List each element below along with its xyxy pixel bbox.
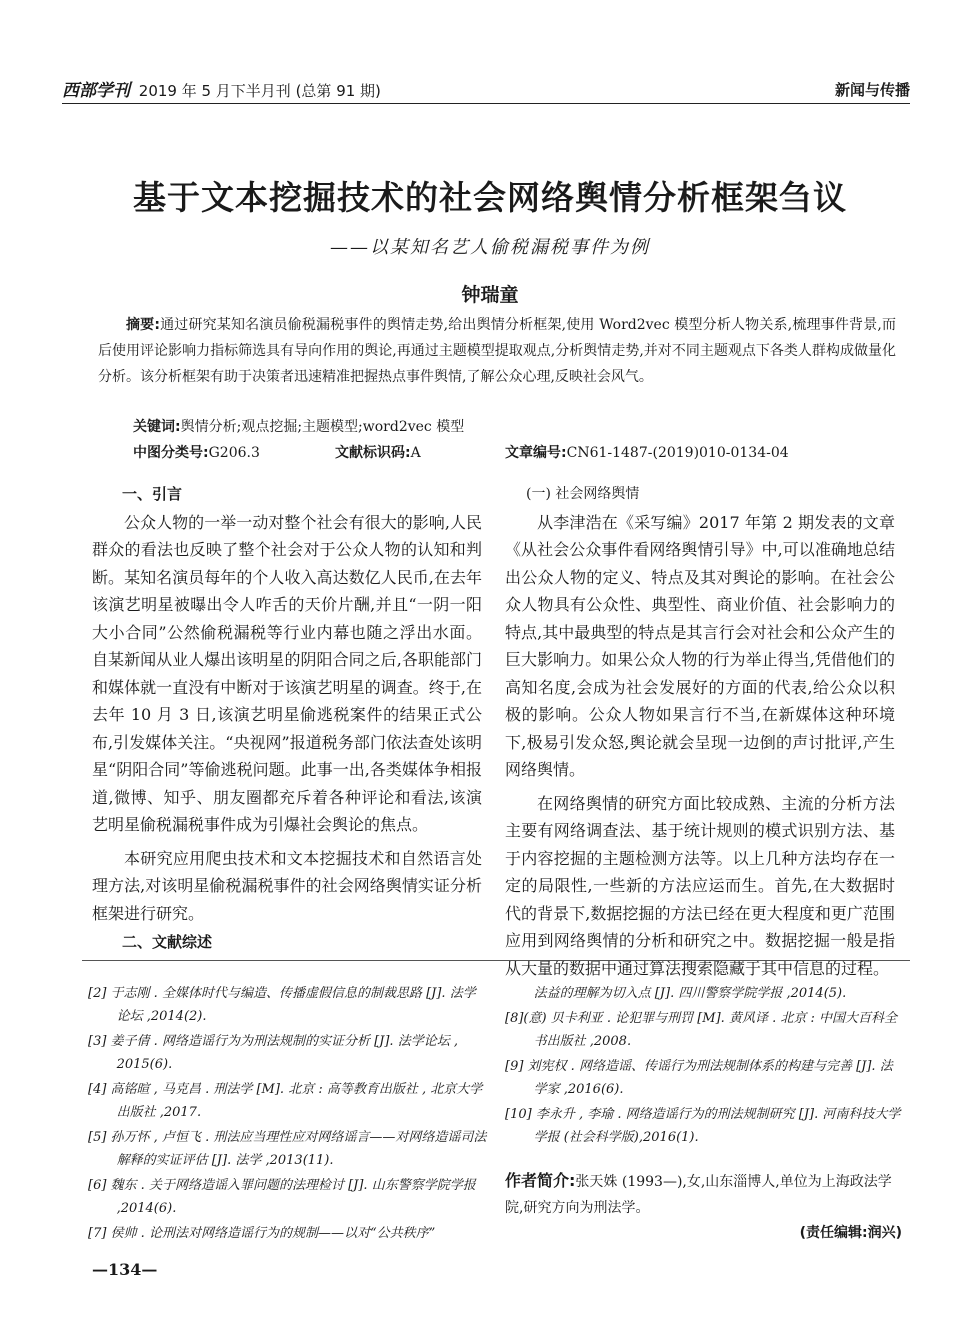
reference-item: 法益的理解为切入点 [J]. 四川警察学院学报 ,2014(5). [533, 986, 847, 1001]
doc-code-value: A [410, 445, 421, 461]
bio-text: 张天姝 (1993—),女,山东淄博人,单位为上海政法学院,研究方向为刑法学。 [505, 1174, 892, 1216]
paragraph: 从李津浩在《采写编》2017 年第 2 期发表的文章《从社会公众事件看网络舆情引导》中,可以准确地总结出公众人物的定义、特点及其对舆论的影响。在社会公众人物具有公众性、典型性、商业价值、社会影响力的特点,其中最典型的特点是其言行会对社会和公众产生的巨大影响力。如果公众人物的行为举止得当,凭借他们的高知名度,会成为社会发展好的方面的代表,给公众以积极的影响。公众人物如果言行不当,在新媒体这种环境下,极易引发众怒,舆论就会呈现一边倒的声讨批评,产生网络舆情。 [505, 512, 895, 779]
paragraph: 公众人物的一举一动对整个社会有很大的影响,人民群众的看法也反映了整个社会对于公众人物的认知和判断。某知名演员每年的个人收入高达数亿人民币,在去年该演艺明星被曝出令人咋舌的天价片酬,并且“一阴一阳大小合同”公然偷税漏税等行业内幕也随之浮出水面。自某新闻从业人爆出该明星的阴阳合同之后,各职能部门和媒体就一直没有中断对于该演艺明星的调查。终于,在去年 10 月 3 日,该演艺明星偷逃税案件的结果正式公布,引发媒体关注。“央视网”报道税务部门依法查处该明星“阴阳合同”等偷逃税问题。此事一出,各类媒体争相报道,微博、知乎、朋友圈都充斥着各种评论和看法,该演艺明星偷税漏税事件成为引爆社会舆论的焦点。 [92, 512, 482, 834]
journal-logo: 西部学刊 [62, 81, 130, 101]
section-heading-review: 二、文献综述 [122, 933, 213, 951]
reference-item: [10] 李永升 , 李瑜 . 网络造谣行为的刑法规制研究 [J]. 河南科技大学学报 (社会科学版),2016(1). [505, 1107, 901, 1145]
classification [133, 442, 260, 462]
paragraph: 本研究应用爬虫技术和文本挖掘技术和自然语言处理方法,对该明星偷税漏税事件的社会网络舆情实证分析框架进行研究。 [92, 848, 482, 923]
subsection-heading: (一) 社会网络舆情 [526, 486, 640, 502]
reference-item: [8](意) 贝卡利亚 . 论犯罪与刑罚 [M]. 黄风译 . 北京 : 中国大百科全书出版社 ,2008. [505, 1011, 897, 1049]
author-name: 钟瑞童 [461, 284, 519, 306]
article-subtitle: ——以某知名艺人偷税漏税事件为例 [330, 237, 650, 258]
running-header [62, 76, 381, 101]
author-bio [505, 1168, 905, 1221]
references-left [88, 982, 488, 1247]
keywords-label: 关键词: [133, 419, 181, 435]
reference-item: [4] 高铭暄 , 马克昌 . 刑法学 [M]. 北京 : 高等教育出版社 , 北京大学出版社 ,2017. [88, 1082, 483, 1120]
page-number: —134— [92, 1260, 158, 1279]
body-right-column [505, 481, 895, 982]
keywords-text: 舆情分析;观点挖掘;主题模型;word2vec 模型 [180, 419, 465, 435]
editor-note: (责任编辑:润兴) [799, 1225, 902, 1241]
issue-info: 2019 年 5 月下半月刊 (总第 91 期) [138, 82, 381, 100]
reference-item: [3] 姜子倩 . 网络造谣行为为刑法规制的实证分析 [J]. 法学论坛 , 2015(6). [88, 1034, 458, 1072]
article-no-value: CN61-1487-(2019)010-0134-04 [566, 445, 789, 461]
paragraph: 在网络舆情的研究方面比较成熟、主流的分析方法主要有网络调查法、基于统计规则的模式识别方法、基于内容挖掘的主题检测方法等。以上几种方法均存在一定的局限性,一些新的方法应运而生。首先,在大数据时代的背景下,数据挖掘的方法已经在更大程度和更广范围应用到网络舆情的分析和研究之中。数据挖掘一般是指从大量的数据中通过算法搜索隐藏于其中信息的过程。 [505, 793, 895, 978]
keywords [133, 416, 464, 436]
reference-item: [6] 魏东 . 关于网络造谣入罪问题的法理检讨 [J]. 山东警察学院学报 ,2014(6). [88, 1178, 476, 1216]
article-title: 基于文本挖掘技术的社会网络舆情分析框架刍议 [133, 178, 847, 217]
abstract-text: 通过研究某知名演员偷税漏税事件的舆情走势,给出舆情分析框架,使用 Word2vec 模型分析人物关系,梳理事件背景,而后使用评论影响力指标筛选具有导向作用的舆论,再通过主题模型提取观点,分析舆情走势,并对不同主题观点下各类人群构成做量化分析。该分析框架有助于决策者迅速精准把握热点事件舆情,了解公众心理,反映社会风气。 [98, 317, 896, 385]
doc-code-label: 文献标识码: [335, 445, 411, 461]
references-divider [82, 960, 910, 961]
article-no-label: 文章编号: [505, 445, 567, 461]
section-name: 新闻与传播 [834, 81, 910, 99]
reference-item: [2] 于志刚 . 全媒体时代与编造、传播虚假信息的制裁思路 [J]. 法学论坛 ,2014(2). [88, 986, 476, 1024]
classification-label: 中图分类号: [133, 445, 209, 461]
references-right [505, 982, 905, 1151]
classification-value: G206.3 [208, 445, 260, 461]
article-number [505, 442, 789, 462]
abstract [98, 312, 896, 390]
section-heading-intro: 一、引言 [122, 485, 183, 503]
bio-label: 作者简介: [505, 1171, 576, 1190]
reference-item: [5] 孙万怀 , 卢恒飞 . 刑法应当理性应对网络谣言——对网络造谣司法解释的实证评估 [J]. 法学 ,2013(11). [88, 1130, 487, 1168]
reference-item: [7] 侯帅 . 论刑法对网络造谣行为的规制——以对“公共秩序” [88, 1226, 436, 1241]
document-code [335, 442, 421, 462]
header-rule [62, 103, 910, 104]
body-left-column [92, 481, 482, 957]
reference-item: [9] 刘宪权 . 网络造谣、传谣行为刑法规制体系的构建与完善 [J]. 法学家 ,2016(6). [505, 1059, 893, 1097]
abstract-label: 摘要: [126, 317, 160, 333]
